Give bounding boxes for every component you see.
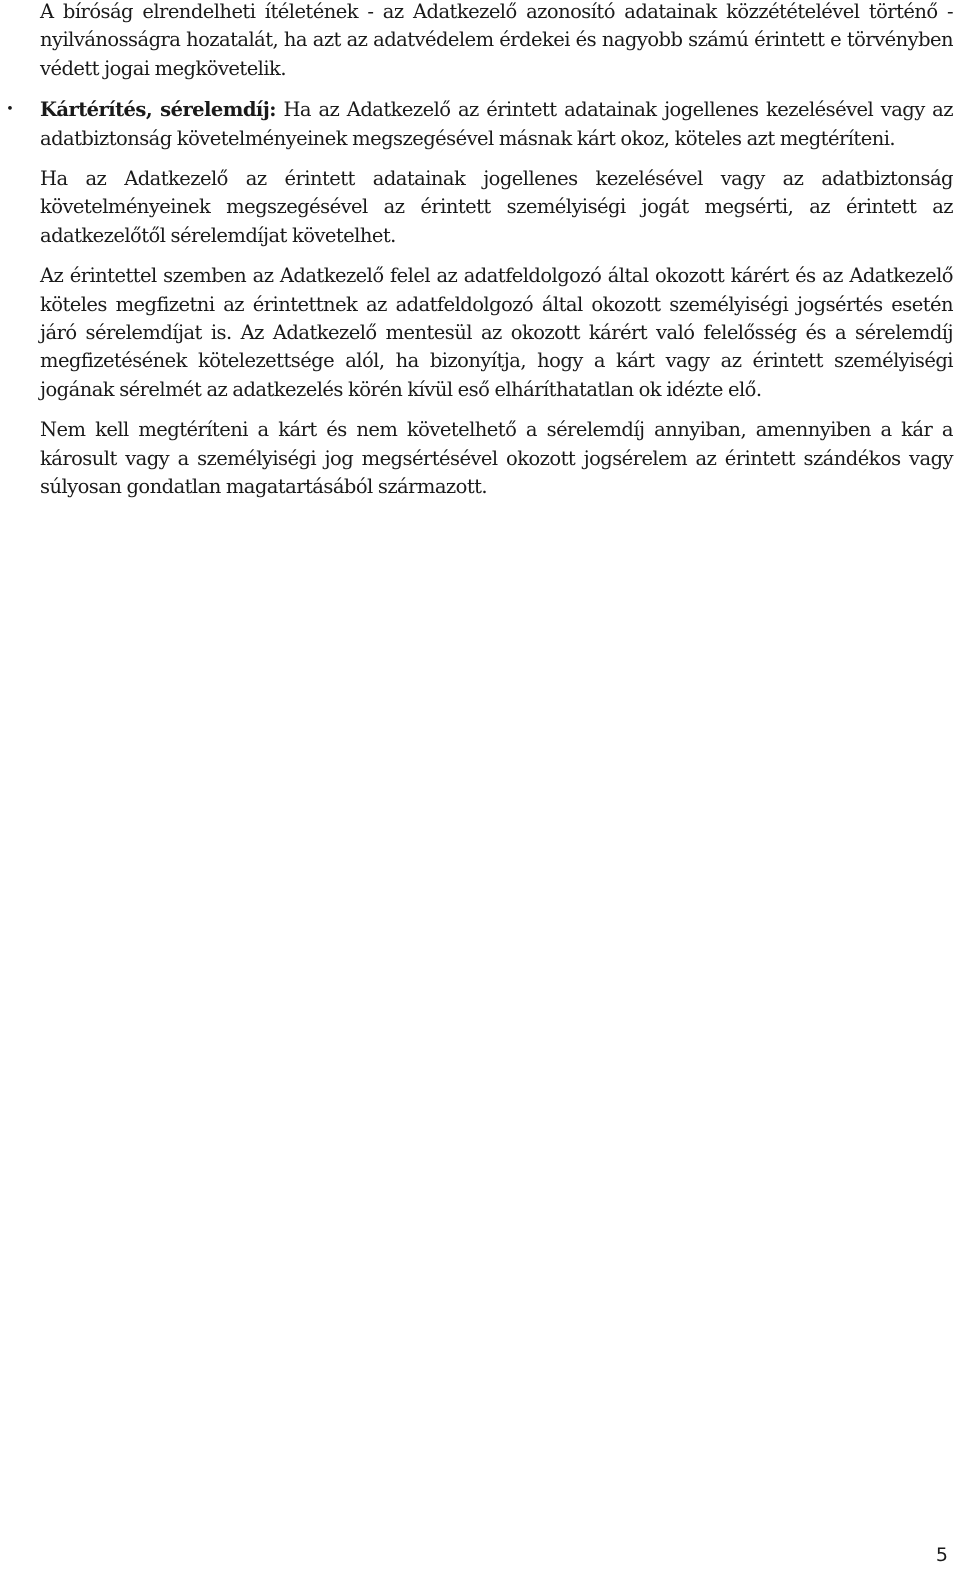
- bullet-icon: •: [6, 102, 14, 118]
- intro-paragraph: A bíróság elrendelheti ítéletének - az Adatkezelő azonosító adatainak közzétételével történő -nyilvánosságra hozatalát, ha azt az adatvédelem érdekei és nagyobb számú érintett e törvényben védett jogai megkövetelik.: [40, 0, 953, 80]
- bullet-heading: Kártérítés, sérelemdíj:: [40, 98, 276, 122]
- paragraph-moral-damages: Ha az Adatkezelő az érintett adatainak jogellenes kezelésével vagy az adatbiztonság követelményeinek megszegésével az érintett személyiségi jogát megsérti, az érintett az adatkezelőtől sérelemdíjat követelhet.: [40, 167, 953, 247]
- paragraph-exemption: Nem kell megtéríteni a kárt és nem követelhető a sérelemdíj annyiban, amennyiben a kár a károsult vagy a személyiségi jog megsértésével okozott jogsérelem az érintett szándékos vagy súlyosan gondatlan magatartásából származott.: [40, 418, 953, 499]
- bullet-item-damages: [6, 96, 953, 153]
- page-number: 5: [935, 1544, 948, 1566]
- paragraph-processor-liability: Az érintettel szemben az Adatkezelő felel az adatfeldolgozó által okozott kárért és az Adatkezelő köteles megfizetni az érintettnek az adatfeldolgozó által okozott személyiségi jogsértés esetén járó sérelemdíjat is. Az Adatkezelő mentesül az okozott kárért való felelősség és a sérelemdíj megfizetésének kötelezettsége alól, ha bizonyítja, hogy a kárt vagy az érintett személyiségi jogának sérelmét az adatkezelés körén kívül eső elháríthatatlan ok idézte elő.: [40, 264, 953, 401]
- document-page: [6, 0, 953, 502]
- bullet-paragraph: [40, 96, 953, 153]
- bullet-text: Ha az Adatkezelő az érintett adatainak jogellenes kezelésével vagy az adatbiztonság követelményeinek megszegésével másnak kárt okoz, köteles azt megtéríteni.: [40, 98, 953, 150]
